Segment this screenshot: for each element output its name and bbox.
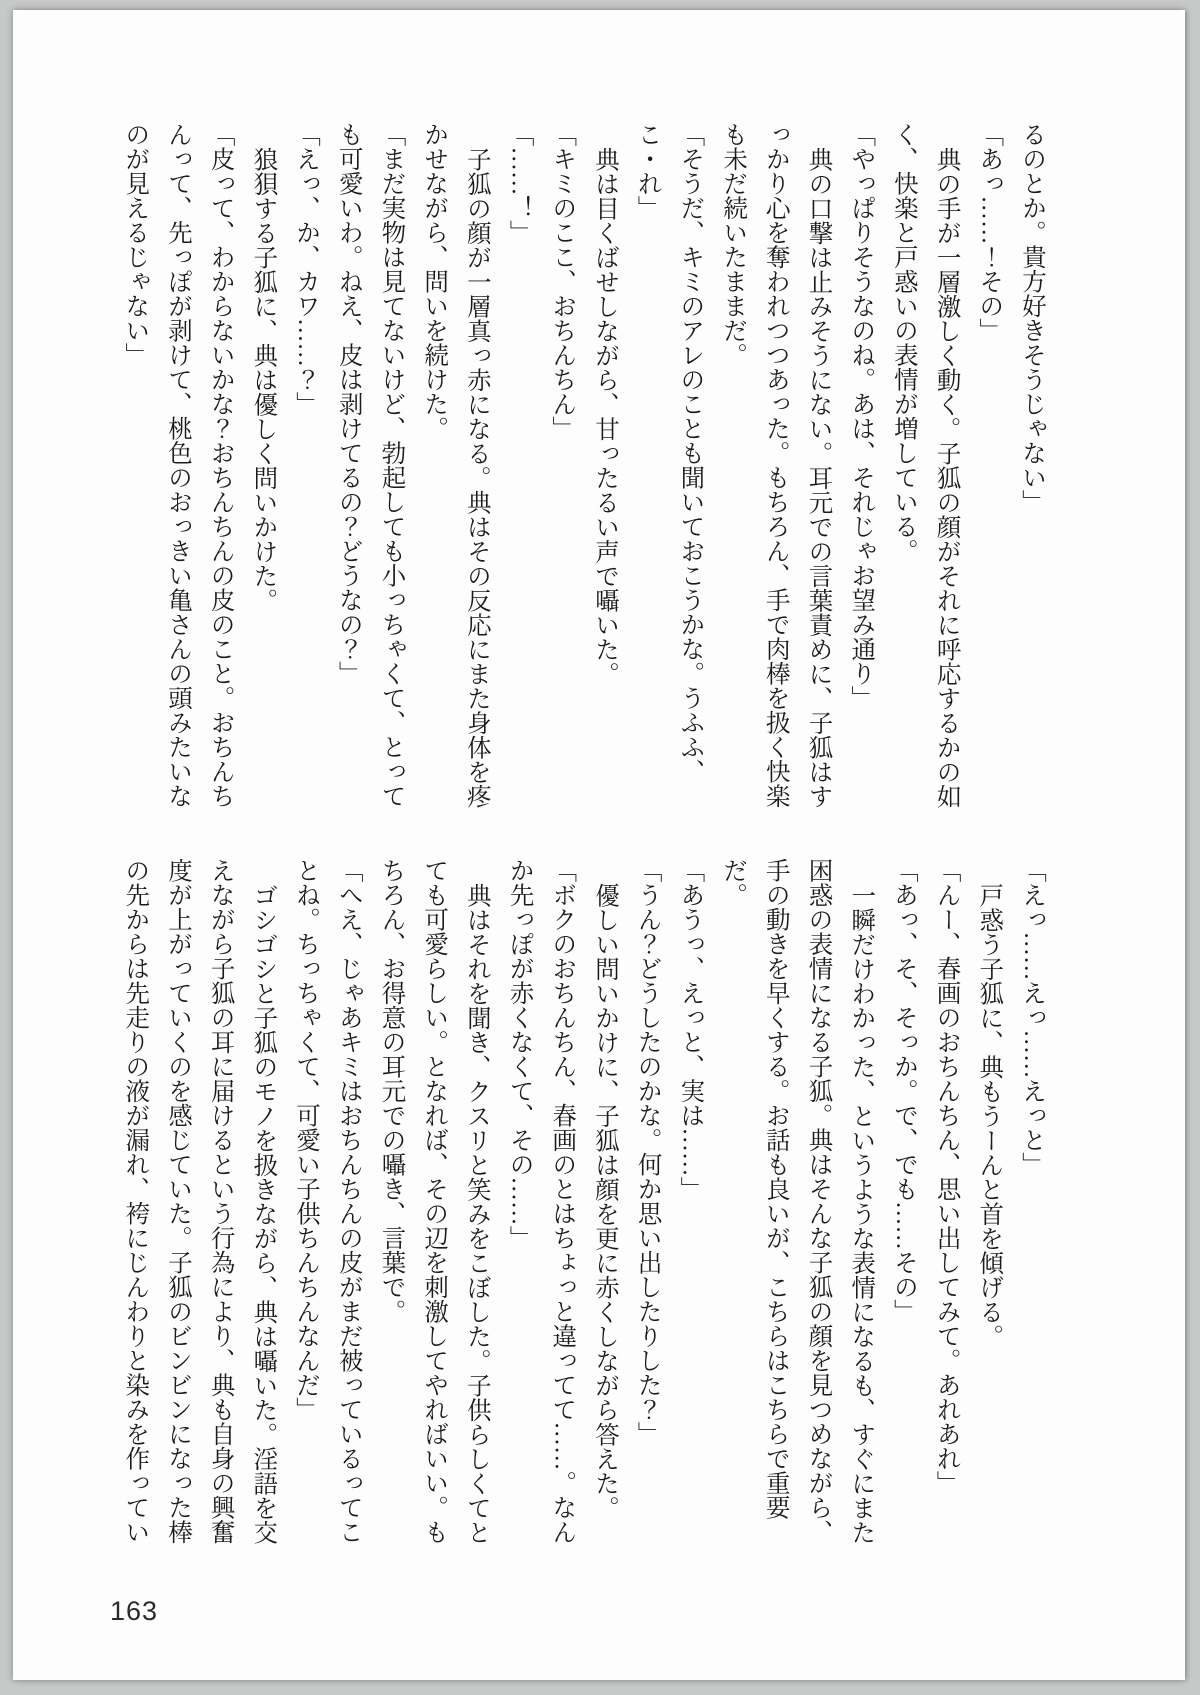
paragraph: 「へえ、じゃあキミはおちんちんの皮がまだ被っているってことね。ちっちゃくて、可愛い子供ちんちんなんだ」 [293, 858, 363, 1544]
paragraph: 子狐の顔が一層真っ赤になる。典はその反応にまた身体を疼かせながら、問いを続けた。 [421, 122, 491, 808]
book-page [13, 10, 1185, 1680]
page-number: 163 [110, 1596, 159, 1626]
paragraph: 戸惑う子狐に、典もうーんと首を傾げる。 [976, 882, 1004, 1348]
paragraph: 狼狽する子狐に、典は優しく問いかけた。 [250, 146, 278, 612]
bottom-text-block [112, 858, 1053, 1557]
paragraph: 「うん？どうしたのかな。何か思い出したりした？」 [634, 858, 662, 1446]
paragraph: 一瞬だけわかった、というような表情になるも、すぐにまた困惑の表情になる子狐。典はそんな子狐の顔を見つめながら、手の動きを早くする。お話も良いが、こちらはこちらで重要だ。 [720, 858, 876, 1544]
paragraph: 「やっぱりそうなのね。あは、それじゃお望み通り」 [848, 122, 876, 710]
paragraph: 「あっ……！その」 [976, 122, 1004, 343]
paragraph: 「ボクのおちんちん、春画のとはちょっと違ってて……。なんか先っぽが赤くなくて、その……」 [506, 858, 577, 1544]
paragraph: 典は目くばせしながら、甘ったるい声で囁いた。 [591, 146, 619, 686]
paragraph: 「えっ、か、カワ……？」 [293, 122, 321, 416]
paragraph: 「えっ……えっ……えっと」 [1019, 858, 1046, 1177]
paragraph: ゴシゴシと子狐のモノを扱きながら、典は囁いた。淫語を交えながら子狐の耳に届けるという行為により、典も自身の興奮度が上がっていくのを感じていた。子狐のビンビンになった棒の先からは先走りの液が漏れ、袴にじんわりと染みを作ってい [122, 858, 278, 1544]
top-text-block [112, 122, 1053, 821]
paragraph: るのとか。貴方好きそうじゃない」 [1019, 122, 1046, 514]
paragraph: 典の口撃は止みそうにない。耳元での言葉責めに、子狐はすっかり心を奪われつつあった。もちろん、手で肉棒を扱く快楽も未だ続いたままだ。 [720, 122, 833, 808]
paragraph: 「んー、春画のおちんちん、思い出してみて。あれあれ」 [933, 858, 961, 1495]
paragraph: 「まだ実物は見てないけど、勃起しても小っちゃくて、とっても可愛いわ。ねえ、皮は剥けてるの？どうなの？」 [335, 122, 406, 808]
paragraph: 典の手が一層激しく動く。子狐の顔がそれに呼応するかの如く、快楽と戸惑いの表情が増している。 [890, 122, 961, 808]
paragraph: 「あっ、そ、そっか。で、でも……その」 [890, 858, 918, 1324]
paragraph: 典はそれを聞き、クスリと笑みをこぼした。子供らしくてとても可愛らしい。となれば、その辺を刺激してやればいい。もちろん、お得意の耳元での囁き、言葉で。 [378, 858, 491, 1544]
paragraph: 「そうだ、キミのアレのことも聞いておこうかな。うふふ、こ・れ」 [634, 122, 705, 784]
paragraph: 優しい問いかけに、子狐は顔を更に赤くしながら答えた。 [591, 882, 619, 1520]
paragraph: 「皮って、わからないかな？おちんちんの皮のこと。おちんちんって、先っぽが剥けて、桃色のおっきい亀さんの頭みたいなのが見えるじゃない」 [122, 122, 235, 808]
paragraph: 「キミのここ、おちんちん」 [549, 122, 577, 441]
paragraph: 「……！」 [506, 122, 534, 245]
paragraph: 「あうっ、えっと、実は……」 [677, 858, 705, 1201]
